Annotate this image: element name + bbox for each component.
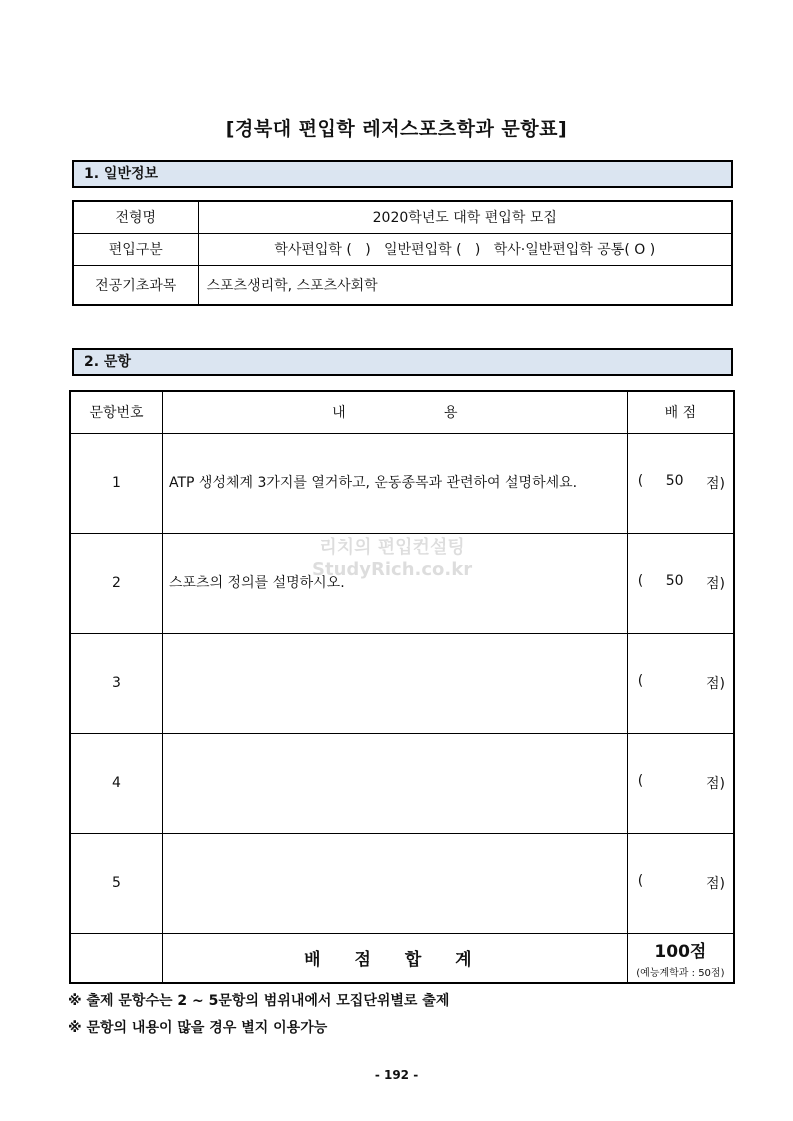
page-title: [경북대 편입학 레저스포츠학과 문항표] bbox=[225, 118, 568, 140]
score-unit: 점) bbox=[705, 876, 725, 892]
total-score-cell bbox=[627, 933, 734, 983]
question-score bbox=[627, 433, 734, 533]
score-open: ( bbox=[637, 573, 644, 589]
score-value: 50 bbox=[665, 573, 684, 589]
score-unit: 점) bbox=[706, 476, 725, 492]
questions-header-row bbox=[70, 391, 734, 433]
question-row-3 bbox=[70, 633, 734, 733]
info-row-major-subjects bbox=[73, 265, 732, 305]
question-row-5 bbox=[70, 833, 734, 933]
question-content: ATP 생성체계 3가지를 열거하고, 운동종목과 관련하여 설명하세요. bbox=[163, 433, 628, 533]
question-number: 4 bbox=[70, 733, 163, 833]
total-score: 100점 bbox=[654, 941, 707, 962]
watermark-line-2: StudyRich.co.kr bbox=[312, 559, 473, 580]
question-score bbox=[627, 833, 734, 933]
section-header-questions: 2. 문항 bbox=[72, 348, 733, 376]
general-info-table bbox=[72, 200, 733, 306]
column-header-content-left: 내 bbox=[332, 405, 346, 422]
question-row-2 bbox=[70, 533, 734, 633]
score-unit: 점) bbox=[705, 776, 725, 792]
score-value: 50 bbox=[665, 473, 684, 489]
info-label: 전공기초과목 bbox=[73, 265, 198, 305]
total-score-note: (예능계학과 : 50점) bbox=[636, 967, 725, 979]
info-label: 편입구분 bbox=[73, 233, 198, 265]
column-header-number: 문항번호 bbox=[70, 391, 163, 433]
score-open: ( bbox=[637, 673, 644, 689]
info-row-admission-type bbox=[73, 201, 732, 233]
page-number: - 192 - bbox=[374, 1068, 419, 1082]
total-label: 배 점 합 계 bbox=[163, 933, 628, 983]
total-empty-cell bbox=[70, 933, 163, 983]
info-label: 전형명 bbox=[73, 201, 198, 233]
question-number: 1 bbox=[70, 433, 163, 533]
note-extra-sheet: ※ 문항의 내용이 많을 경우 별지 이용가능 bbox=[68, 1020, 328, 1036]
score-open: ( bbox=[637, 473, 644, 489]
question-content: 스포츠의 정의를 설명하시오. bbox=[163, 533, 628, 633]
column-header-content-right: 용 bbox=[444, 405, 458, 422]
score-open: ( bbox=[637, 773, 644, 789]
question-content bbox=[163, 733, 628, 833]
score-unit: 점) bbox=[705, 676, 725, 692]
column-header-content bbox=[163, 391, 628, 433]
question-score bbox=[627, 733, 734, 833]
question-row-4 bbox=[70, 733, 734, 833]
column-header-score: 배 점 bbox=[627, 391, 734, 433]
score-open: ( bbox=[637, 873, 644, 889]
score-unit: 점) bbox=[706, 576, 725, 592]
question-number: 2 bbox=[70, 533, 163, 633]
question-content bbox=[163, 633, 628, 733]
info-value: 스포츠생리학, 스포츠사회학 bbox=[198, 265, 732, 305]
questions-table bbox=[69, 390, 735, 984]
info-value: 학사편입학 ( ) 일반편입학 ( ) 학사·일반편입학 공통( O ) bbox=[198, 233, 732, 265]
total-row bbox=[70, 933, 734, 983]
question-content bbox=[163, 833, 628, 933]
info-row-transfer-type bbox=[73, 233, 732, 265]
question-number: 3 bbox=[70, 633, 163, 733]
question-score bbox=[627, 633, 734, 733]
question-number: 5 bbox=[70, 833, 163, 933]
note-question-count: ※ 출제 문항수는 2 ~ 5문항의 범위내에서 모집단위별로 출제 bbox=[68, 993, 450, 1009]
question-score bbox=[627, 533, 734, 633]
watermark-line-1: 리치의 편입컨설팅 bbox=[319, 537, 465, 558]
section-header-general-info: 1. 일반정보 bbox=[72, 160, 733, 188]
question-row-1 bbox=[70, 433, 734, 533]
info-value: 2020학년도 대학 편입학 모집 bbox=[198, 201, 732, 233]
